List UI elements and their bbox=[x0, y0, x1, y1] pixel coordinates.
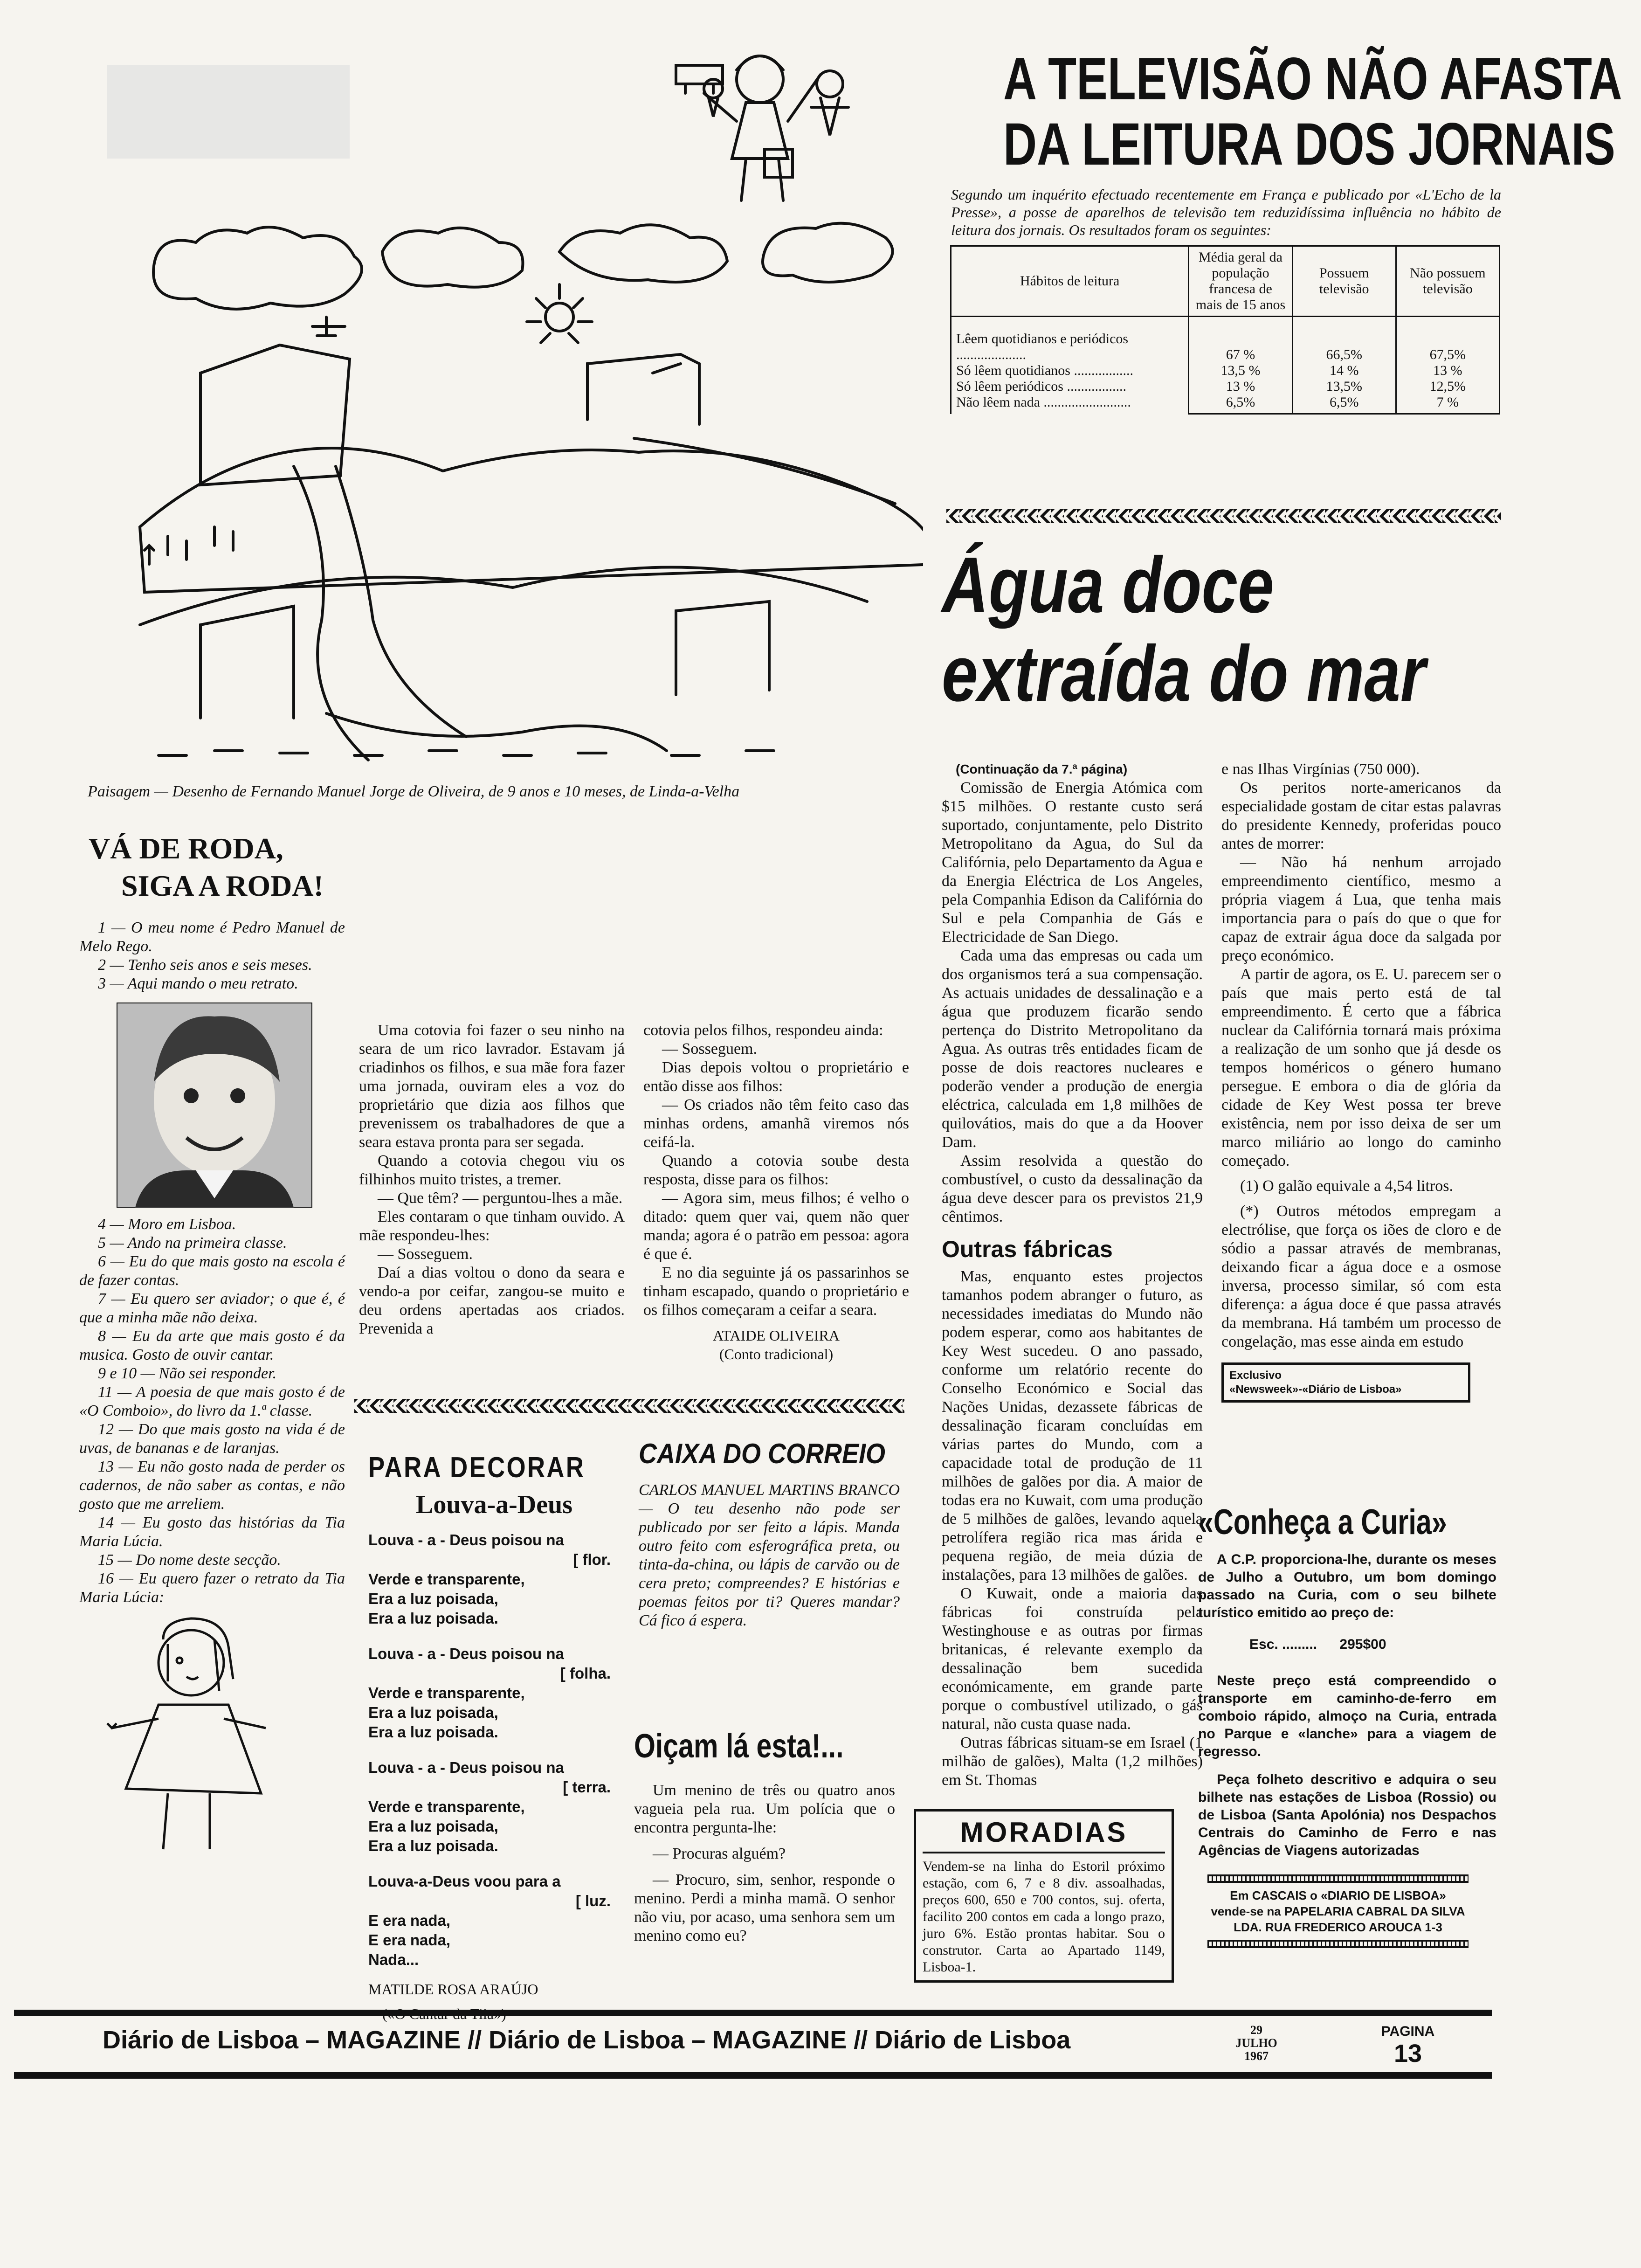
agua-paragraph: O Kuwait, onde a maioria das fábricas foi construída pela Westinghouse e as outras por firmas britanicas, é relevante exemplo da dessalinação bem sucedida económicamente, em grande parte porque o combustível utilizado, o gás natural, não custa quase nada. bbox=[942, 1585, 1203, 1733]
oicam-paragraph: — Procuras alguém? bbox=[653, 1845, 786, 1862]
list-item: 9 e 10 — Não sei responder. bbox=[98, 1365, 277, 1382]
exclusivo-box bbox=[1221, 1362, 1470, 1403]
poem-line: Era a luz poisada. bbox=[368, 1723, 498, 1741]
ad-border-top bbox=[1207, 1874, 1469, 1883]
poem-line: Era a luz poisada, bbox=[368, 1818, 498, 1835]
poem-line: Verde e transparente, bbox=[368, 1798, 525, 1815]
wavy-divider bbox=[354, 1399, 904, 1413]
agua-footnote: (1) O galão equivale a 4,54 litros. bbox=[1240, 1177, 1453, 1195]
poem-line: Louva-a-Deus voou para a bbox=[368, 1873, 561, 1890]
list-item: 5 — Ando na primeira classe. bbox=[98, 1234, 287, 1252]
footer-page bbox=[1361, 2024, 1455, 2067]
table-cell-value: 12,5% bbox=[1429, 379, 1466, 394]
roda-title-line2: SIGA A RODA! bbox=[121, 869, 324, 902]
roda-items-bottom bbox=[79, 1215, 345, 1607]
poem-line: Era a luz poisada, bbox=[368, 1704, 498, 1721]
exclusivo-label: Exclusivo bbox=[1229, 1369, 1282, 1382]
correio-text: CARLOS MANUEL MARTINS BRANCO — O teu desenho não pode ser publicado por ser feito a lápis. Manda outro feito com esferográfica preta, ou tinta-da-china, ou lápis de carvão ou de cera preto; compreendes? E histórias e poemas feitos por ti? Queres mandar? Cá fico á espera. bbox=[639, 1481, 900, 1629]
decorar-subtitle: Louva-a-Deus bbox=[415, 1490, 573, 1519]
list-item: 13 — Eu não gosto nada de perder os cadernos, de não saber as contas, e não gosto que me arreliem. bbox=[79, 1458, 345, 1513]
decorar-section bbox=[368, 1450, 620, 2023]
table-cell-label: Lêem quotidianos e periódicos .................... bbox=[956, 331, 1129, 362]
curia-paragraph: Peça folheto descritivo e adquira o seu bilhete nas estações de Lisboa (Rossio) ou de Lisboa (Santa Apolónia) nos Despachos Centrais do Caminho de Ferro e nas Agências de Viagens autorizadas bbox=[1198, 1772, 1496, 1858]
table-row bbox=[951, 317, 1500, 414]
agua-footnote: (*) Outros métodos empregam a electrólise, que força os iões de cloro e de sódio a passar através de membranas, deixando ficar a água doce e a osmose inversa, processo similar, só com esta diferença: a água doce é que passa através da membrana. Há também um processo de congelação, mas esse ainda em estudo bbox=[1221, 1203, 1501, 1350]
tale-paragraph: Eles contaram o que tinham ouvido. A mãe respondeu-lhes: bbox=[359, 1208, 625, 1244]
agua-subhead: Outras fábricas bbox=[942, 1236, 1113, 1262]
roda-items-top bbox=[79, 919, 345, 993]
footer-rule-bottom bbox=[14, 2072, 1492, 2079]
agua-column-1 bbox=[942, 760, 1203, 1790]
list-item: 8 — Eu da arte que mais gosto é da musica. Gosto de ouvir cantar. bbox=[79, 1328, 345, 1363]
tale-paragraph: Uma cotovia foi fazer o seu ninho na seara de um rico lavrador. Estavam já criadinhos os filhos, e sua mãe fora fazer uma jornada, ouviram eles a voz do proprietário que dizia aos filhos que prevenissem os trabalhadores de que a seara estava pronta para ser segada. bbox=[359, 1022, 625, 1151]
table-cell-value: 66,5% bbox=[1326, 347, 1362, 362]
oicam-section bbox=[634, 1725, 895, 1945]
table-cell-value: 67 % bbox=[1226, 347, 1255, 362]
list-item: 7 — Eu quero ser aviador; o que é, é que a minha mãe não deixa. bbox=[79, 1290, 345, 1326]
television-headline-line2: DA LEITURA DOS JORNAIS bbox=[1003, 111, 1615, 178]
boy-portrait-photo bbox=[117, 1003, 312, 1208]
table-cell-value: 13,5 % bbox=[1220, 363, 1261, 378]
footer-page-number: 13 bbox=[1393, 2040, 1422, 2067]
decorar-title: PARA DECORAR bbox=[368, 1452, 586, 1484]
poem-line: Louva - a - Deus poisou na bbox=[368, 1759, 564, 1776]
table-cell-value: 13,5% bbox=[1326, 379, 1362, 394]
tale-source: (Conto tradicional) bbox=[719, 1346, 834, 1362]
child-drawing-header bbox=[93, 37, 923, 774]
agua-headline bbox=[942, 541, 1510, 718]
poem-line: Nada... bbox=[368, 1951, 419, 1968]
poem-line: [ folha. bbox=[560, 1665, 611, 1682]
roda-section bbox=[79, 830, 345, 1873]
tale-column-1 bbox=[359, 1021, 625, 1338]
list-item: 1 — O meu nome é Pedro Manuel de Melo Rego. bbox=[79, 919, 345, 955]
poem-line: [ flor. bbox=[573, 1551, 611, 1568]
tale-paragraph: — Os criados não têm feito caso das minhas ordens, amanhã viremos nós ceifá-la. bbox=[643, 1096, 909, 1151]
list-item: 12 — Do que mais gosto na vida é de uvas, de bananas e de laranjas. bbox=[79, 1421, 345, 1457]
list-item: 2 — Tenho seis anos e seis meses. bbox=[98, 956, 312, 974]
poem-line: E era nada, bbox=[368, 1912, 451, 1929]
curia-paragraph: A C.P. proporciona-lhe, durante os meses de Julho a Outubro, um bom domingo passado na Curia, com o seu bilhete turístico emitido ao preço de: bbox=[1198, 1552, 1496, 1620]
drawing-caption: Paisagem — Desenho de Fernando Manuel Jorge de Oliveira, de 9 anos e 10 meses, de Linda-a-Velha bbox=[88, 783, 740, 800]
agua-title-line1: Água doce bbox=[942, 541, 1274, 629]
table-cell-value: 7 % bbox=[1436, 394, 1459, 410]
agua-paragraph: — Não há nenhum arrojado empreendimento científico, mesmo a própria viagem á Lua, que tenha mais importancia para o país do que o que for capaz de extrair água doce da salgada por preço económico. bbox=[1221, 854, 1501, 964]
ad-border-bottom bbox=[1207, 1940, 1469, 1948]
poem-line: Louva - a - Deus poisou na bbox=[368, 1645, 564, 1662]
list-item: 14 — Eu gosto das histórias da Tia Maria Lúcia. bbox=[79, 1514, 345, 1550]
agua-paragraph: Os peritos norte-americanos da especialidade gostam de citar estas palavras do presidente Kennedy, proferidas pouco antes de morrer: bbox=[1221, 779, 1501, 852]
television-intro: Segundo um inquérito efectuado recentemente em França e publicado por «L'Echo de la Presse», a posse de aparelhos de televisão tem reduzidíssima influência no hábito de leitura dos jornais. Os resultados foram os seguintes: bbox=[951, 186, 1501, 238]
list-item: 11 — A poesia de que mais gosto é de «O Comboio», do livro da 1.ª classe. bbox=[79, 1383, 345, 1419]
reading-habits-table bbox=[950, 245, 1500, 415]
list-item: 15 — Do nome deste secção. bbox=[98, 1551, 281, 1569]
poem-line: Louva - a - Deus poisou na bbox=[368, 1531, 564, 1549]
wavy-divider bbox=[946, 509, 1501, 523]
agua-paragraph: Cada uma das empresas ou cada um dos organismos terá a sua compensação. As actuais unidades de dessalinação e a água que produzem ficarão sendo pertença do Distrito Metropolitano da Agua. As outras três entidades ficam de posse de dois reactores nucleares e poderão vender a produção de energia eléctrica, calculada em 1,8 milhões de quilovátios, mais do que a da Hoover Dam. bbox=[942, 947, 1203, 1151]
table-cell-value: 6,5% bbox=[1226, 394, 1255, 410]
footer-day: 29 bbox=[1250, 2023, 1262, 2037]
list-item: 4 — Moro em Lisboa. bbox=[98, 1216, 236, 1233]
cascais-ad bbox=[1207, 1874, 1469, 1948]
footer-banner: Diário de Lisboa – MAGAZINE // Diário de Lisboa – MAGAZINE // Diário de Lisboa bbox=[103, 2026, 1071, 2054]
television-headline-line1: A TELEVISÃO NÃO AFASTA bbox=[1003, 46, 1622, 112]
curia-price: 295$00 bbox=[1339, 1637, 1386, 1652]
curia-title: «Conheça a Curia» bbox=[1198, 1502, 1447, 1542]
curia-section bbox=[1198, 1501, 1496, 1860]
decorar-author: MATILDE ROSA ARAÚJO bbox=[368, 1981, 538, 1998]
table-cell-value: 14 % bbox=[1329, 363, 1359, 378]
footer-page-label: PAGINA bbox=[1381, 2024, 1435, 2039]
moradias-text: Vendem-se na linha do Estoril próximo estação, com 6, 7 e 8 div. assoalhadas, preços 600, 650 e 700 contos, suj. oferta, facilito 200 contos em cada a longo prazo, juro 6%. Estão prontas habitar. Sou o construtor. Carta ao Apartado 1149, Lisboa-1. bbox=[923, 1859, 1165, 1975]
list-item: 16 — Eu quero fazer o retrato da Tia Maria Lúcia: bbox=[79, 1570, 345, 1606]
table-cell-value: 13 % bbox=[1226, 379, 1255, 394]
table-cell-value: 6,5% bbox=[1329, 394, 1359, 410]
footer-year: 1967 bbox=[1244, 2049, 1269, 2063]
agua-continuation: (Continuação da 7.ª página) bbox=[956, 762, 1128, 776]
correio-section bbox=[639, 1436, 900, 1630]
oicam-text bbox=[634, 1781, 895, 1945]
table-cell-label: Só lêem periódicos ................. bbox=[956, 379, 1126, 394]
agua-column-2 bbox=[1221, 760, 1501, 1403]
curia-text bbox=[1198, 1551, 1496, 1860]
curia-price-label: Esc. ......... bbox=[1249, 1637, 1317, 1652]
moradias-ad bbox=[914, 1809, 1174, 1983]
footer-month: JULHO bbox=[1235, 2036, 1277, 2050]
tale-column-2 bbox=[643, 1021, 909, 1363]
curia-paragraph: Neste preço está compreendido o transporte em caminho-de-ferro em comboio rápido, almoço na Curia, entrada no Parque e «lanche» para a viagem de regresso. bbox=[1198, 1673, 1496, 1759]
poem-line: [ terra. bbox=[563, 1778, 611, 1796]
exclusivo-source: «Newsweek»-«Diário de Lisboa» bbox=[1229, 1383, 1402, 1396]
tale-paragraph: — Sosseguem. bbox=[378, 1245, 473, 1263]
footer-date bbox=[1221, 2024, 1291, 2063]
agua-title-line2: extraída do mar bbox=[942, 629, 1426, 718]
tale-paragraph: — Que têm? — perguntou-lhes a mãe. bbox=[378, 1189, 623, 1207]
tale-paragraph: — Sosseguem. bbox=[662, 1040, 757, 1058]
table-cell-value: 67,5% bbox=[1429, 347, 1466, 362]
table-cell-label: Não lêem nada ......................... bbox=[956, 394, 1131, 410]
tale-paragraph: cotovia pelos filhos, respondeu ainda: bbox=[643, 1022, 883, 1039]
table-cell-label: Só lêem quotidianos ................. bbox=[956, 363, 1133, 378]
cascais-text: Em CASCAIS o «DIARIO DE LISBOA» vende-se na PAPELARIA CABRAL DA SILVA LDA. RUA FREDERICO AROUCA 1-3 bbox=[1211, 1888, 1465, 1934]
curia-price-line bbox=[1249, 1636, 1496, 1653]
oicam-paragraph: Um menino de três ou quatro anos vagueia pela rua. Um polícia que o encontra pergunta-lhe: bbox=[634, 1782, 895, 1836]
poem-line: Verde e transparente, bbox=[368, 1684, 525, 1701]
child-drawing-girl bbox=[98, 1611, 294, 1873]
agua-paragraph: A partir de agora, os E. U. parecem ser o país que mais perto está de tal empreendimento. É certo que a fábrica nuclear da Califórnia tornará mais próxima a realização de um sonho que já desde os tempos homéricos o género humano persegue. E embora o dia de glória da cidade de Key West possa ter breve existência, nem por isso deixa de ser um marco miliário ao longo do caminho começado. bbox=[1221, 966, 1501, 1169]
television-article bbox=[942, 46, 1622, 415]
list-item: 3 — Aqui mando o meu retrato. bbox=[98, 975, 298, 992]
tale-paragraph: Quando a cotovia chegou viu os filhinhos muito tristes, a tremer. bbox=[359, 1152, 625, 1188]
footer-rule-top bbox=[14, 2010, 1492, 2016]
table-header-with-tv: Possuem televisão bbox=[1292, 246, 1396, 317]
oicam-title: Oiçam lá esta!... bbox=[634, 1728, 844, 1765]
table-cell-value: 13 % bbox=[1433, 363, 1462, 378]
list-item: 6 — Eu do que mais gosto na escola é de fazer contas. bbox=[79, 1253, 345, 1289]
agua-paragraph: Assim resolvida a questão do combustível, o custo da dessalinação da água deve descer para os previstos 21,9 cêntimos. bbox=[942, 1152, 1203, 1225]
poem-line: [ luz. bbox=[575, 1892, 611, 1909]
poem-line: Verde e transparente, bbox=[368, 1570, 525, 1588]
tale-paragraph: E no dia seguinte já os passarinhos se tinham escapado, quando o proprietário e os filhos começaram a ceifar a seara. bbox=[643, 1264, 909, 1319]
tale-paragraph: — Agora sim, meus filhos; é velho o ditado: quem quer vai, quem não quer manda; agora é o patrão em pessoa: agora é que é. bbox=[643, 1189, 909, 1263]
table-header-habits: Hábitos de leitura bbox=[951, 246, 1189, 317]
agua-paragraph: e nas Ilhas Virgínias (750 000). bbox=[1221, 761, 1420, 778]
tale-paragraph: Quando a cotovia soube desta resposta, disse para os filhos: bbox=[643, 1152, 909, 1188]
agua-paragraph: Comissão de Energia Atómica com $15 milhões. O restante custo será suportado, conjuntamente, pelo Distrito Metropolitano da Agua, do Sul da Califórnia, pelo Departamento da Agua e da Energia Eléctrica de Los Angeles, pela Companhia Edison da Califórnia do Sul e pela Companhia de Gás e Electricidade de San Diego. bbox=[942, 779, 1203, 946]
poem-line: Era a luz poisada. bbox=[368, 1610, 498, 1627]
table-header-average: Média geral da população francesa de mais de 15 anos bbox=[1189, 246, 1292, 317]
poem-line: Era a luz poisada, bbox=[368, 1590, 498, 1607]
table-header-without-tv: Não possuem televisão bbox=[1396, 246, 1499, 317]
tale-author: ATAIDE OLIVEIRA bbox=[712, 1327, 840, 1344]
roda-title-line1: VÁ DE RODA, bbox=[89, 832, 283, 865]
agua-paragraph: Outras fábricas situam-se em Israel (1 milhão de galões), Malta (1,2 milhões) em St. Thomas bbox=[942, 1734, 1203, 1789]
poem-line: Era a luz poisada. bbox=[368, 1837, 498, 1854]
tale-paragraph: Dias depois voltou o proprietário e então disse aos filhos: bbox=[643, 1059, 909, 1095]
poem bbox=[368, 1530, 620, 1970]
oicam-paragraph: — Procuro, sim, senhor, responde o menino. Perdi a minha mamã. O senhor não viu, por acaso, uma senhora sem um menino como eu? bbox=[634, 1871, 895, 1944]
tale-paragraph: Daí a dias voltou o dono da seara e vendo-a por ceifar, zangou-se muito e deu ordens apertadas aos criados. Prevenida a bbox=[359, 1264, 625, 1337]
moradias-title: MORADIAS bbox=[923, 1816, 1165, 1853]
poem-line: E era nada, bbox=[368, 1931, 451, 1949]
correio-title: CAIXA DO CORREIO bbox=[639, 1438, 886, 1469]
agua-paragraph: Mas, enquanto estes projectos tamanhos podem abranger o futuro, as necessidades imediatas do Mundo não podem esperar, como aos habitantes de Key West sucedeu. O ano passado, conforme um relatório recente do Conselho Económico e Social das Nações Unidas, dezassete fábricas de dessalinação ficaram concluídas em várias partes do Mundo, com a capacidade total de produção de 11 milhões de galões por dia. A maior de todas era no Kuwait, com uma produção de 5 milhões de galões, levando aquela petrolífera região rica mas árida e pequena região, de meia dúzia de instalações, para 13 milhões de galões. bbox=[942, 1268, 1203, 1583]
